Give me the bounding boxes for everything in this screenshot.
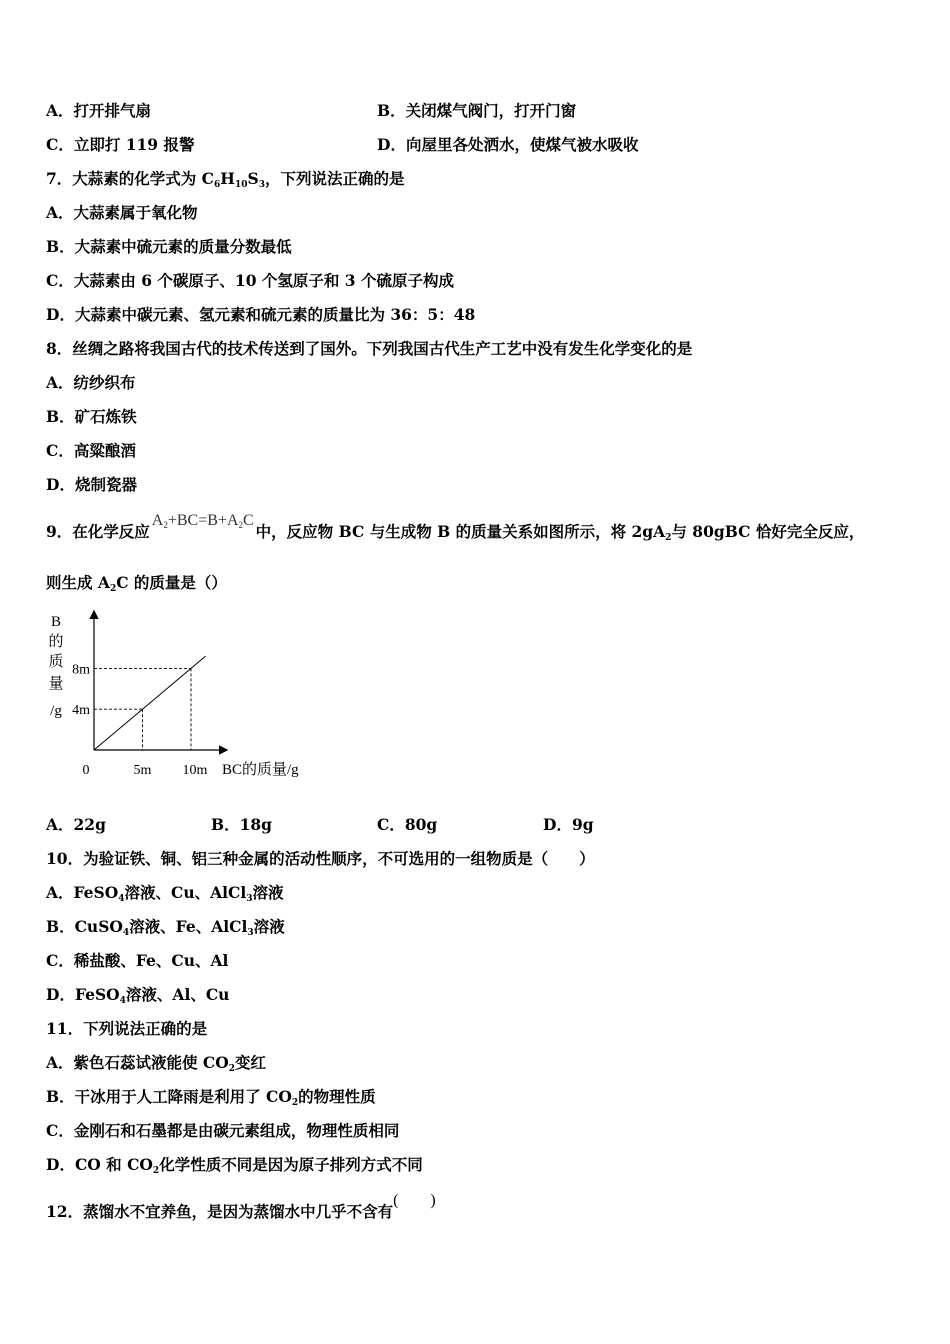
answer-blank: ( ) xyxy=(393,1192,436,1209)
y-tick-label: 4m xyxy=(72,703,90,719)
q11-option-d: D．CO 和 $CO_2$化学性质不同是因为原子排列方式不同 xyxy=(46,1155,423,1176)
x-axis-label: BC的质量/g xyxy=(222,762,299,778)
q8-option-d: D．烧制瓷器 xyxy=(46,475,137,494)
y-axis-label: B xyxy=(50,614,62,630)
q8-stem: 8．丝绸之路将我国古代的技术传送到了国外。下列我国古代生产工艺中没有发生化学变化的是 xyxy=(46,339,693,358)
q10-stem: 10．为验证铁、铜、铝三种金属的活动性顺序，不可选用的一组物质是（ ） xyxy=(46,849,595,868)
x-tick-label: 5m xyxy=(133,763,152,778)
y-axis-label: /g xyxy=(50,703,62,719)
y-axis-label: 量 xyxy=(48,676,64,692)
y-tick-label: 8m xyxy=(72,662,90,678)
q7-option-c: C．大蒜素由 6 个碳原子、10 个氢原子和 3 个硫原子构成 xyxy=(46,271,454,290)
q6-option-c: C．立即打 119 报警 xyxy=(46,135,195,154)
y-axis-label: 质 xyxy=(48,654,64,670)
mass-relation-chart xyxy=(40,608,340,783)
q10-option-c: C．稀盐酸、Fe、Cu、Al xyxy=(46,951,229,970)
q7-option-b: B．大蒜素中硫元素的质量分数最低 xyxy=(46,237,292,256)
q9-option-a: A．22g xyxy=(46,815,106,834)
q10-option-a: A．FeSO$_4$溶液、Cu、AlCl$_3$溶液 xyxy=(46,883,284,904)
y-axis-label: 的 xyxy=(48,634,64,650)
q8-option-a: A．纺纱织布 xyxy=(46,373,136,392)
x-tick-label: 10m xyxy=(182,763,208,778)
q9-option-c: C．80g xyxy=(377,815,438,834)
reaction-formula: $A_2+BC=B+A_2C$ xyxy=(151,512,254,530)
q11-option-a: A．紫色石蕊试液能使 $CO_2$变红 xyxy=(46,1053,267,1074)
q7-stem: 7．大蒜素的化学式为 $C_6H_{10}S_3$，下列说法正确的是 xyxy=(46,169,405,190)
q6-option-a: A．打开排气扇 xyxy=(46,101,152,120)
q6-option-d: D．向屋里各处洒水，使煤气被水吸收 xyxy=(377,135,639,154)
q12-stem: 12．蒸馏水不宜养鱼，是因为蒸馏水中几乎不含有( ) xyxy=(46,1192,436,1221)
q6-option-b: B．关闭煤气阀门，打开门窗 xyxy=(377,101,577,120)
data-line-b xyxy=(94,656,206,750)
q11-stem: 11．下列说法正确的是 xyxy=(46,1019,208,1038)
q7-option-a: A．大蒜素属于氧化物 xyxy=(46,203,198,222)
x-tick-label: 0 xyxy=(82,763,90,778)
q8-option-c: C．高粱酿酒 xyxy=(46,441,136,460)
q9-option-b: B．18g xyxy=(211,815,273,834)
q9-stem-line2: 则生成 $A_2C$ 的质量是（） xyxy=(46,573,227,594)
q9-stem: 9．在化学反应$A_2+BC=B+A_2C$中，反应物 BC 与生成物 B 的质量关系如图所示，将 $2gA_2$与 80gBC 恰好完全反应， xyxy=(46,512,865,543)
q10-option-b: B．CuSO$_4$溶液、Fe、AlCl$_3$溶液 xyxy=(46,917,285,938)
q7-option-d: D．大蒜素中碳元素、氢元素和硫元素的质量比为 36：5：48 xyxy=(46,305,476,324)
q9-option-d: D．9g xyxy=(543,815,594,834)
q8-option-b: B．矿石炼铁 xyxy=(46,407,137,426)
q10-option-d: D．FeSO$_4$溶液、Al、Cu xyxy=(46,985,230,1006)
q11-option-c: C．金刚石和石墨都是由碳元素组成，物理性质相同 xyxy=(46,1121,400,1140)
q11-option-b: B．干冰用于人工降雨是利用了 $CO_2$的物理性质 xyxy=(46,1087,376,1108)
